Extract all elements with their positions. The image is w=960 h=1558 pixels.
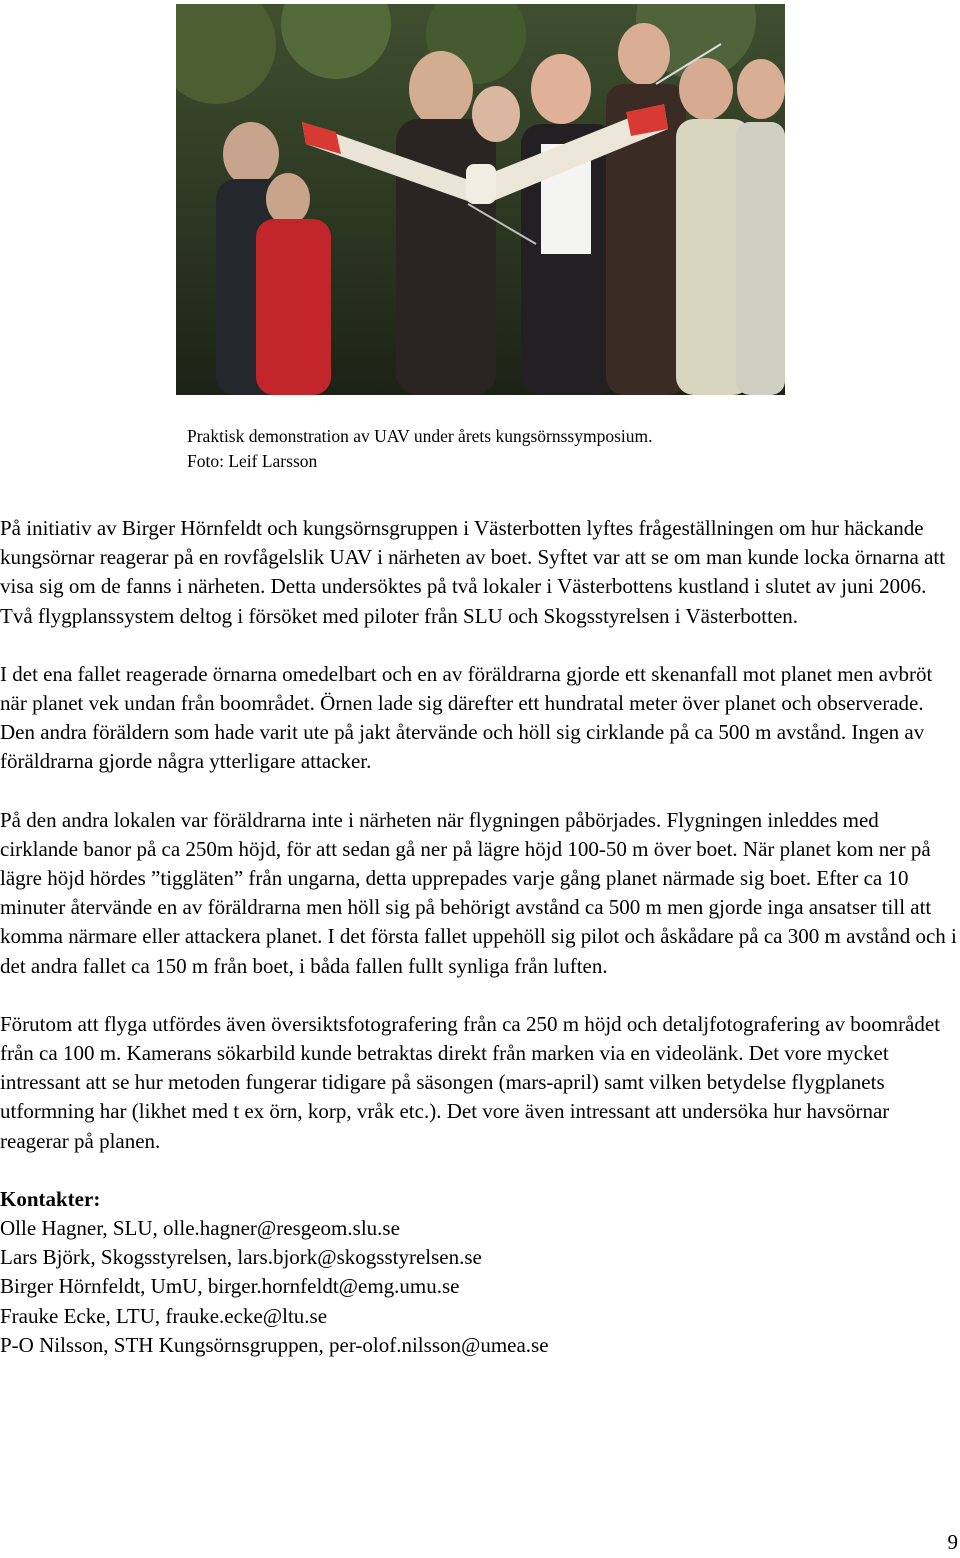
contact-entry: Lars Björk, Skogsstyrelsen, lars.bjork@skogsstyrelsen.se	[0, 1245, 482, 1270]
contacts-section	[0, 1185, 960, 1360]
contact-entry: Frauke Ecke, LTU, frauke.ecke@ltu.se	[0, 1303, 328, 1328]
contacts-heading: Kontakter:	[0, 1186, 101, 1211]
caption-line-2: Foto: Leif Larsson	[187, 451, 318, 471]
contact-entry: P-O Nilsson, STH Kungsörnsgruppen, per-olof.nilsson@umea.se	[0, 1332, 549, 1357]
contact-entry: Olle Hagner, SLU, olle.hagner@resgeom.slu.se	[0, 1216, 400, 1241]
paragraph-1: På initiativ av Birger Hörnfeldt och kungsörnsgruppen i Västerbotten lyftes frågeställningen om hur häckande kungsörnar reagerar på en rovfågelslik UAV i närheten av boet. Syftet var att se om man kunde locka örnarna att visa sig om de fanns i närheten. Detta undersöktes på två lokaler i Västerbottens kustland i slutet av juni 2006. Två flygplanssystem deltog i försöket med piloter från SLU och Skogsstyrelsen i Västerbotten.	[0, 516, 946, 628]
paragraph-3: På den andra lokalen var föräldrarna inte i närheten när flygningen påbörjades. Flygningen inleddes med cirklande banor på ca 250m höjd, för att sedan gå ner på lägre höjd 100-50 m över boet. När planet kom ner på lägre höjd hördes ”tiggläten” från ungarna, detta upprepades varje gång planet närmade sig boet. Efter ca 10 minuter återvände en av föräldrarna men höll sig på behörigt avstånd ca 500 m men gjorde inga ansatser till att komma närmare eller attackera planet. I det första fallet uppehöll sig pilot och åskådare på ca 300 m avstånd och i det andra fallet ca 150 m från boet, i båda fallen fullt synliga från luften.	[0, 807, 957, 978]
contact-entry: Birger Hörnfeldt, UmU, birger.hornfeldt@emg.umu.se	[0, 1274, 460, 1299]
page-number: 9	[947, 1530, 958, 1554]
photo-caption	[187, 424, 653, 474]
paragraph-4: Förutom att flyga utfördes även översiktsfotografering från ca 250 m höjd och detaljfotografering av boområdet från ca 100 m. Kamerans sökarbild kunde betraktas direkt från marken via en videolänk. Det vore mycket intressant att se hur metoden fungerar tidigare på säsongen (mars-april) samt vilken betydelse flygplanets utformning har (likhet med t ex örn, korp, vråk etc.). Det vore även intressant att undersöka hur havsörnar reagerar på planen.	[0, 1011, 941, 1153]
article-body	[0, 514, 960, 1360]
paragraph-2: I det ena fallet reagerade örnarna omedelbart och en av föräldrarna gjorde ett skenanfall mot planet men avbröt när planet vek undan från boområdet. Örnen lade sig därefter ett hundratal meter över planet och observerade. Den andra föräldern som hade varit ute på jakt återvände och höll sig cirklande på ca 500 m avstånd. Ingen av föräldrarna gjorde några ytterligare attacker.	[0, 661, 933, 774]
uav-demonstration-photo	[176, 4, 785, 395]
caption-line-1: Praktisk demonstration av UAV under årets kungsörnssymposium.	[187, 426, 653, 446]
